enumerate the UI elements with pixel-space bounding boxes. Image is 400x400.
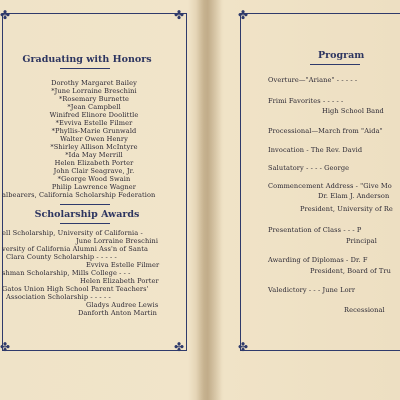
- corner-ornament-icon: ✤: [0, 8, 11, 22]
- scholarship-entry: shman Scholarship, Mills College - - -: [2, 269, 131, 277]
- scholarship-entry: ell Scholarship, University of California -: [2, 229, 143, 237]
- corner-ornament-icon: ✤: [238, 8, 249, 22]
- honor-graduate: Dorothy Margaret Bailey: [51, 79, 137, 87]
- scholarship-recipient: Danforth Anton Martin: [78, 309, 157, 317]
- program-presenter-title: Principal: [346, 237, 377, 245]
- section-divider: [60, 204, 110, 205]
- scholarship-entry: versity of California Alumni Ass'n of Santa: [2, 245, 148, 253]
- honor-graduate: Helen Elizabeth Porter: [54, 159, 134, 167]
- right-page: [218, 0, 400, 400]
- program-speaker: Dr. Elam J. Anderson: [318, 192, 390, 200]
- program-item: Frimi Favorites - - - - -: [268, 97, 344, 105]
- scholarship-entry: Association Scholarship - - - - -: [6, 293, 111, 301]
- scholarship-entry: Clara County Scholarship - - - - -: [6, 253, 117, 261]
- program-item: Awarding of Diplomas - Dr. F: [268, 256, 368, 264]
- heading-divider: [310, 64, 360, 65]
- honor-graduate: *Rosemary Burnette: [58, 95, 130, 103]
- scholarship-entry: Gatos Union High School Parent Teachers': [2, 285, 149, 293]
- program-speaker-title: President, University of Re: [300, 205, 393, 213]
- program-heading: Program: [318, 50, 365, 61]
- heading-divider: [60, 223, 110, 224]
- honor-graduate: *Shirley Allison McIntyre: [50, 143, 138, 151]
- scholarship-heading: Scholarship Awards: [34, 209, 140, 220]
- program-item: Presentation of Class - - - P: [268, 226, 362, 234]
- honor-graduate: John Clair Seagrave, Jr.: [53, 167, 135, 175]
- corner-ornament-icon: ✤: [0, 340, 11, 354]
- honor-graduate: *Phyllis-Marie Grunwald: [51, 127, 137, 135]
- honor-graduate: Walter Owen Henry: [60, 135, 128, 143]
- program-presenter-title: President, Board of Tru: [310, 267, 392, 275]
- program-item: Processional—March from "Aida": [268, 127, 383, 135]
- honor-graduate: *Jean Campbell: [67, 103, 121, 111]
- corner-ornament-icon: ✤: [174, 8, 185, 22]
- program-item: Overture—"Ariane" - - - - -: [268, 76, 358, 84]
- honor-graduate: Philip Lawrence Wagner: [51, 183, 137, 191]
- honor-graduate: Winifred Elinore Doolittle: [49, 111, 139, 119]
- corner-ornament-icon: ✤: [174, 340, 185, 354]
- program-item: Commencement Address - "Give Mo: [268, 182, 392, 190]
- scholarship-recipient: June Lorraine Breschini: [76, 237, 159, 245]
- heading-divider: [60, 68, 110, 69]
- program-performer: High School Band: [322, 107, 384, 115]
- program-item: Invocation - The Rev. David: [268, 146, 363, 154]
- scholarship-recipient: Gladys Audree Lewis: [86, 301, 159, 309]
- honor-graduate: *June Lorraine Breschini: [51, 87, 137, 95]
- program-item: Salutatory - - - - George: [268, 164, 350, 172]
- program-item: Recessional: [344, 306, 385, 314]
- scholarship-recipient: Evviva Estelle Filmer: [86, 261, 160, 269]
- program-item: Valedictory - - - June Lorr: [268, 286, 356, 294]
- honor-graduate: *Ida May Merrill: [65, 151, 123, 159]
- honors-heading: Graduating with Honors: [22, 54, 152, 65]
- scholarship-recipient: Helen Elizabeth Porter: [80, 277, 159, 285]
- honor-graduate: *Evviva Estelle Filmer: [55, 119, 133, 127]
- honors-footnote: albearers, California Scholarship Federation: [2, 191, 156, 199]
- honor-graduate: *George Wood Swain: [57, 175, 131, 183]
- corner-ornament-icon: ✤: [238, 340, 249, 354]
